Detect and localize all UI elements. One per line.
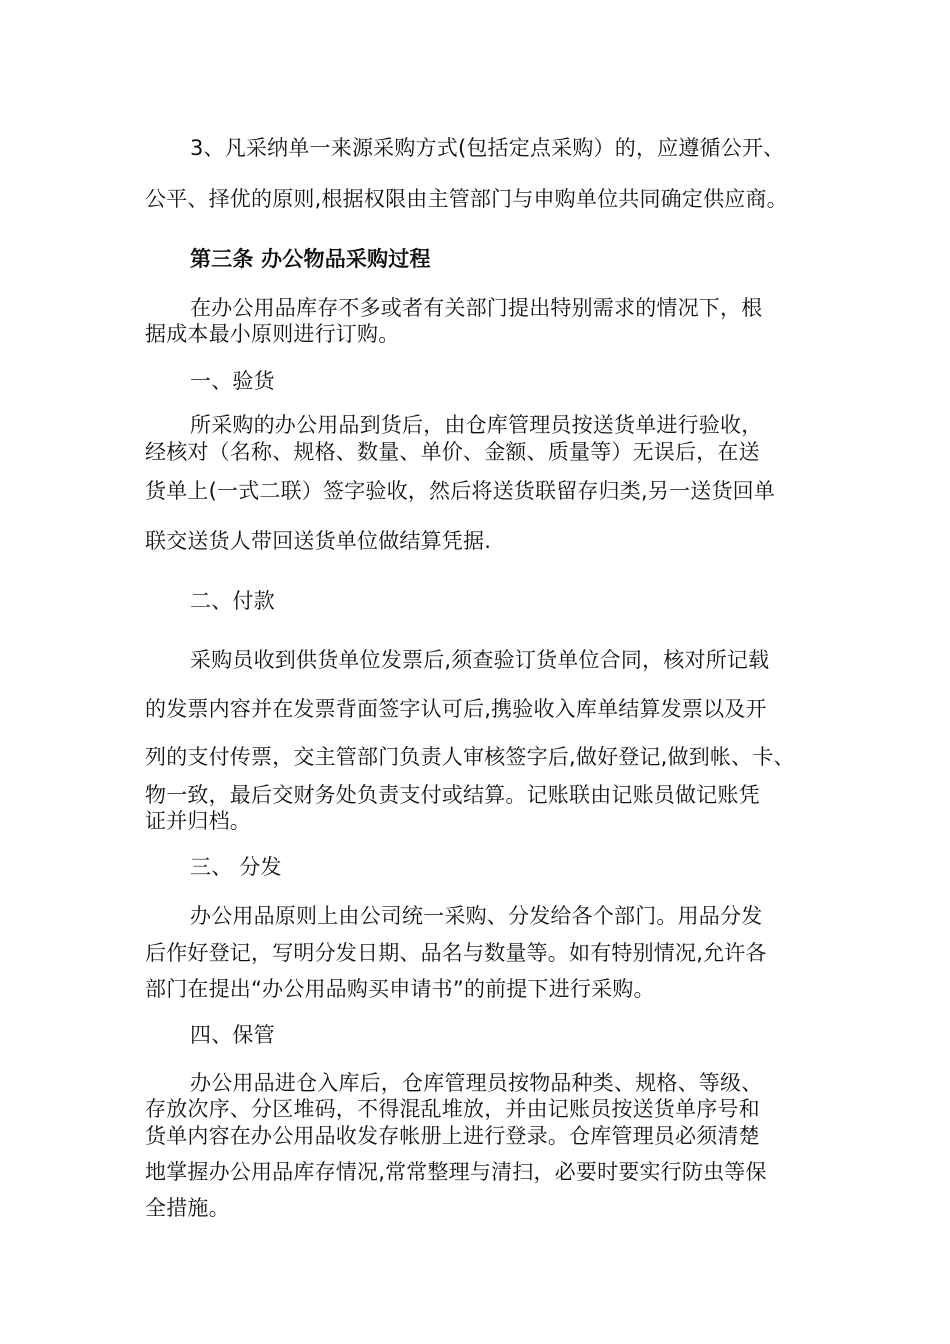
paragraph-line: 在办公用品库存不多或者有关部门提出特别需求的情况下，根 bbox=[190, 296, 763, 320]
paragraph-line: 3、凡采纳单一来源采购方式(包括定点采购）的，应遵循公开、 bbox=[190, 136, 785, 160]
paragraph-line: 列的支付传票，交主管部门负责人审核签字后,做好登记,做到帐、卡、 bbox=[145, 745, 795, 769]
paragraph-line: 物一致，最后交财务处负责支付或结算。记账联由记账员做记账凭 bbox=[145, 783, 760, 807]
paragraph-line: 证并归档。 bbox=[145, 809, 251, 833]
subheading: 一、验货 bbox=[190, 369, 275, 393]
paragraph-line: 地掌握办公用品库存情况,常常整理与清扫，必要时要实行防虫等保 bbox=[145, 1160, 767, 1184]
paragraph-line: 部门在提出“办公用品购买申请书”的前提下进行采购。 bbox=[145, 977, 655, 1001]
subheading: 四、保管 bbox=[190, 1023, 275, 1047]
paragraph-line: 办公用品原则上由公司统一采购、分发给各个部门。用品分发 bbox=[190, 904, 763, 928]
paragraph-line: 全措施。 bbox=[145, 1196, 230, 1220]
subheading: 二、付款 bbox=[190, 589, 275, 613]
paragraph-line: 存放次序、分区堆码，不得混乱堆放，并由记账员按送货单序号和 bbox=[145, 1097, 760, 1121]
paragraph-line: 经核对（名称、规格、数量、单价、金额、质量等）无误后，在送 bbox=[145, 440, 760, 464]
paragraph-line: 货单上(一式二联）签字验收，然后将送货联留存归类,另一送货回单 bbox=[145, 479, 776, 503]
paragraph-line: 的发票内容并在发票背面签字认可后,携验收入库单结算发票以及开 bbox=[145, 697, 767, 721]
paragraph-line: 联交送货人带回送货单位做结算凭据. bbox=[145, 529, 492, 553]
paragraph-line: 后作好登记，写明分发日期、品名与数量等。如有特别情况,允许各 bbox=[145, 941, 767, 965]
paragraph-line: 采购员收到供货单位发票后,须查验订货单位合同，核对所记载 bbox=[190, 648, 770, 672]
paragraph-line: 办公用品进仓入库后，仓库管理员按物品种类、规格、等级、 bbox=[190, 1071, 763, 1095]
paragraph-line: 货单内容在办公用品收发存帐册上进行登录。仓库管理员必须清楚 bbox=[145, 1124, 760, 1148]
section-heading: 第三条 办公物品采购过程 bbox=[190, 247, 431, 271]
paragraph-line: 所采购的办公用品到货后，由仓库管理员按送货单进行验收， bbox=[190, 413, 763, 437]
paragraph-line: 公平、择优的原则,根据权限由主管部门与申购单位共同确定供应商。 bbox=[145, 187, 788, 211]
paragraph-line: 据成本最小原则进行订购。 bbox=[145, 322, 400, 346]
subheading: 三、 分发 bbox=[190, 855, 282, 879]
